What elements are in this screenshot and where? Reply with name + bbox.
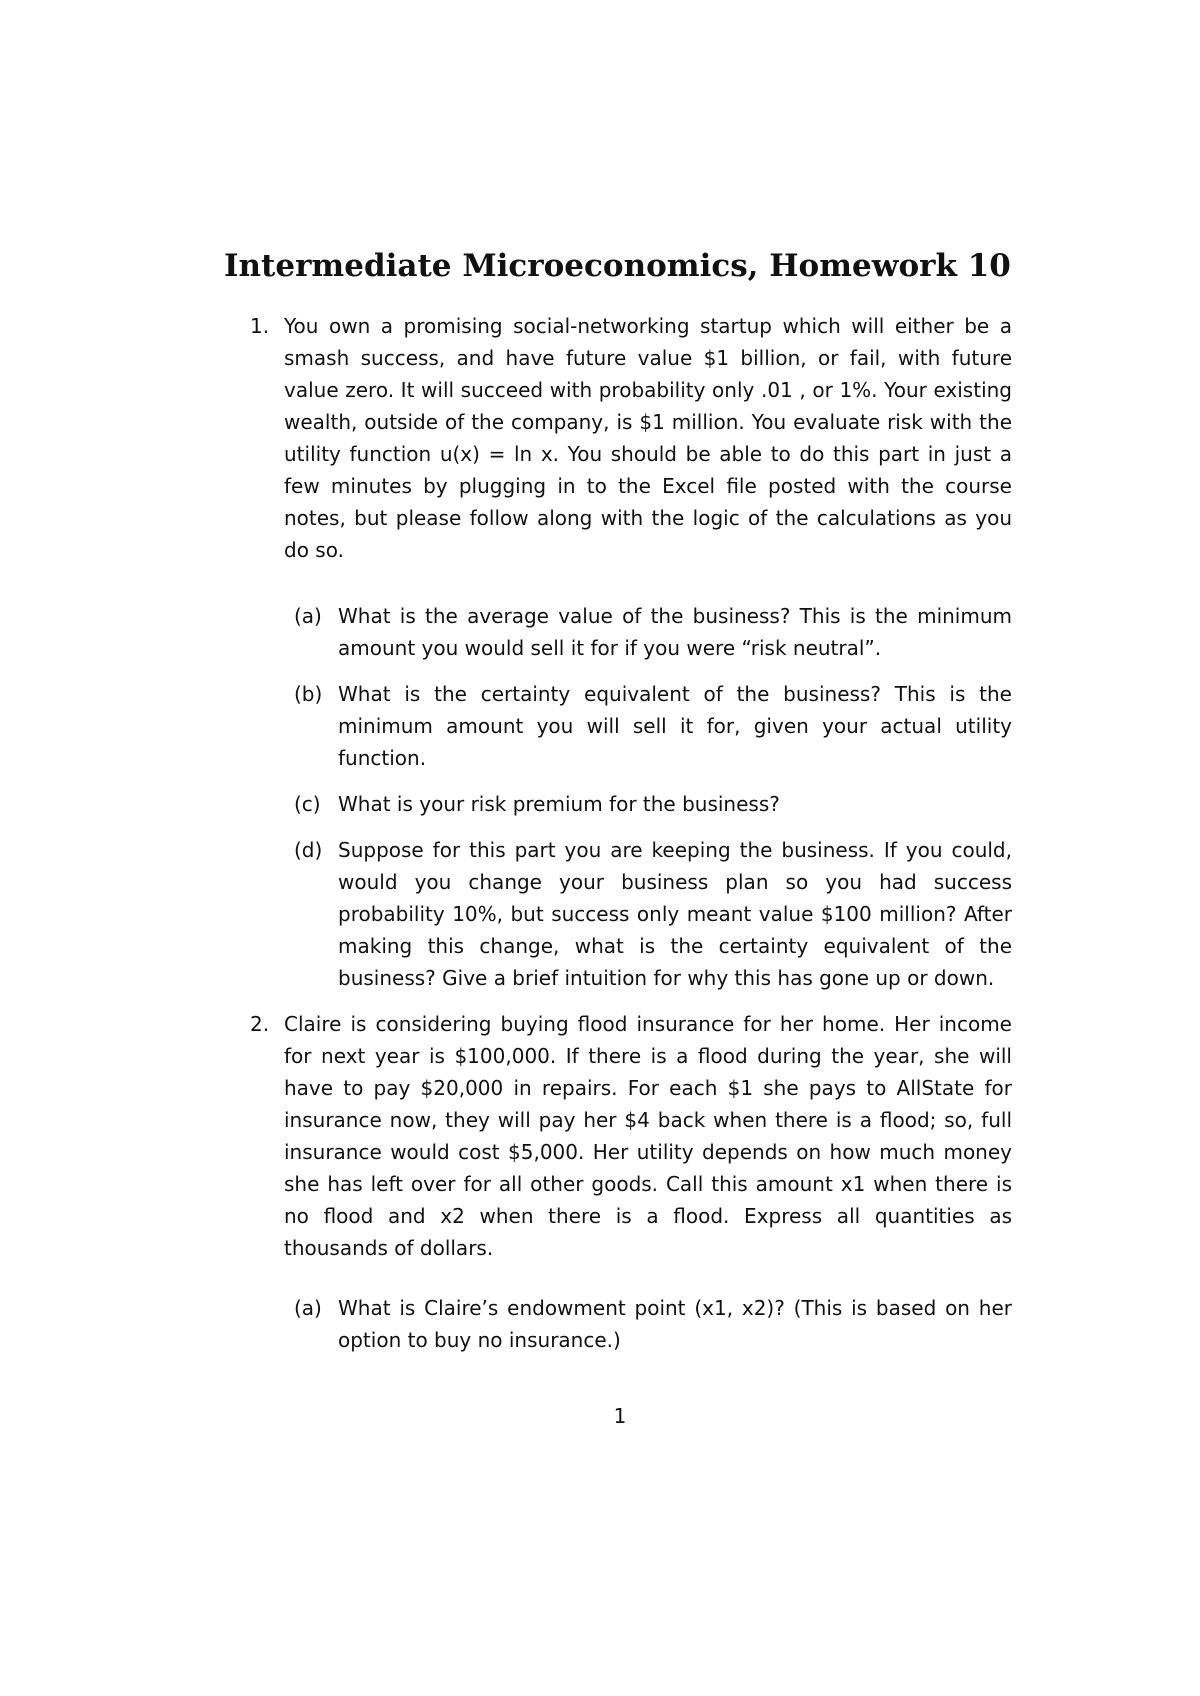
question-parts (250, 600, 1012, 994)
question-part (294, 678, 1012, 774)
question-text: Claire is considering buying flood insurance for her home. Her income for next year is $100,000. If there is a flood during the year, she will have to pay $20,000 in repairs. For each $1 she pays to AllState for insurance now, they will pay her $4 back when there is a flood; so, full insurance would cost $5,000. Her utility depends on how much money she has left over for all other goods. Call this amount x1 when there is no flood and x2 when there is a flood. Express all quantities as thousands of dollars. (284, 1012, 1012, 1260)
part-label: (a) (294, 1296, 322, 1320)
part-label: (b) (294, 682, 323, 706)
question-text: You own a promising social-networking startup which will either be a smash success, and have future value $1 billion, or fail, with future value zero. It will succeed with probability only .01 , or 1%. Your existing wealth, outside of the company, is $1 million. You evaluate risk with the utility function u(x) = ln x. You should be able to do this part in just a few minutes by plugging in to the Excel file posted with the course notes, but please follow along with the logic of the calculations as you do so. (284, 314, 1012, 562)
question-part (294, 1292, 1012, 1356)
question-number: 2. (250, 1012, 270, 1036)
question-part (294, 834, 1012, 994)
part-label: (d) (294, 838, 323, 862)
part-text: What is the certainty equivalent of the business? This is the minimum amount you will sell it for, given your actual utility function. (338, 682, 1012, 770)
question-number: 1. (250, 314, 270, 338)
part-text: Suppose for this part you are keeping the business. If you could, would you change your business plan so you had success probability 10%, but success only meant value $100 million? After making this change, what is the certainty equivalent of the business? Give a brief intuition for why this has gone up or down. (338, 838, 1012, 990)
part-text: What is your risk premium for the business? (338, 792, 780, 816)
part-text: What is Claire’s endowment point (x1, x2)? (This is based on her option to buy no insurance.) (338, 1296, 1012, 1352)
question-2 (250, 1008, 1012, 1356)
question-part (294, 788, 1012, 820)
part-label: (c) (294, 792, 321, 816)
question-1 (250, 310, 1012, 994)
page-number: 1 (613, 1404, 627, 1428)
question-part (294, 600, 1012, 664)
page-title: Intermediate Microeconomics, Homework 10 (224, 248, 1011, 284)
part-label: (a) (294, 604, 322, 628)
question-parts (250, 1292, 1012, 1356)
part-text: What is the average value of the business? This is the minimum amount you would sell it for if you were “risk neutral”. (338, 604, 1012, 660)
